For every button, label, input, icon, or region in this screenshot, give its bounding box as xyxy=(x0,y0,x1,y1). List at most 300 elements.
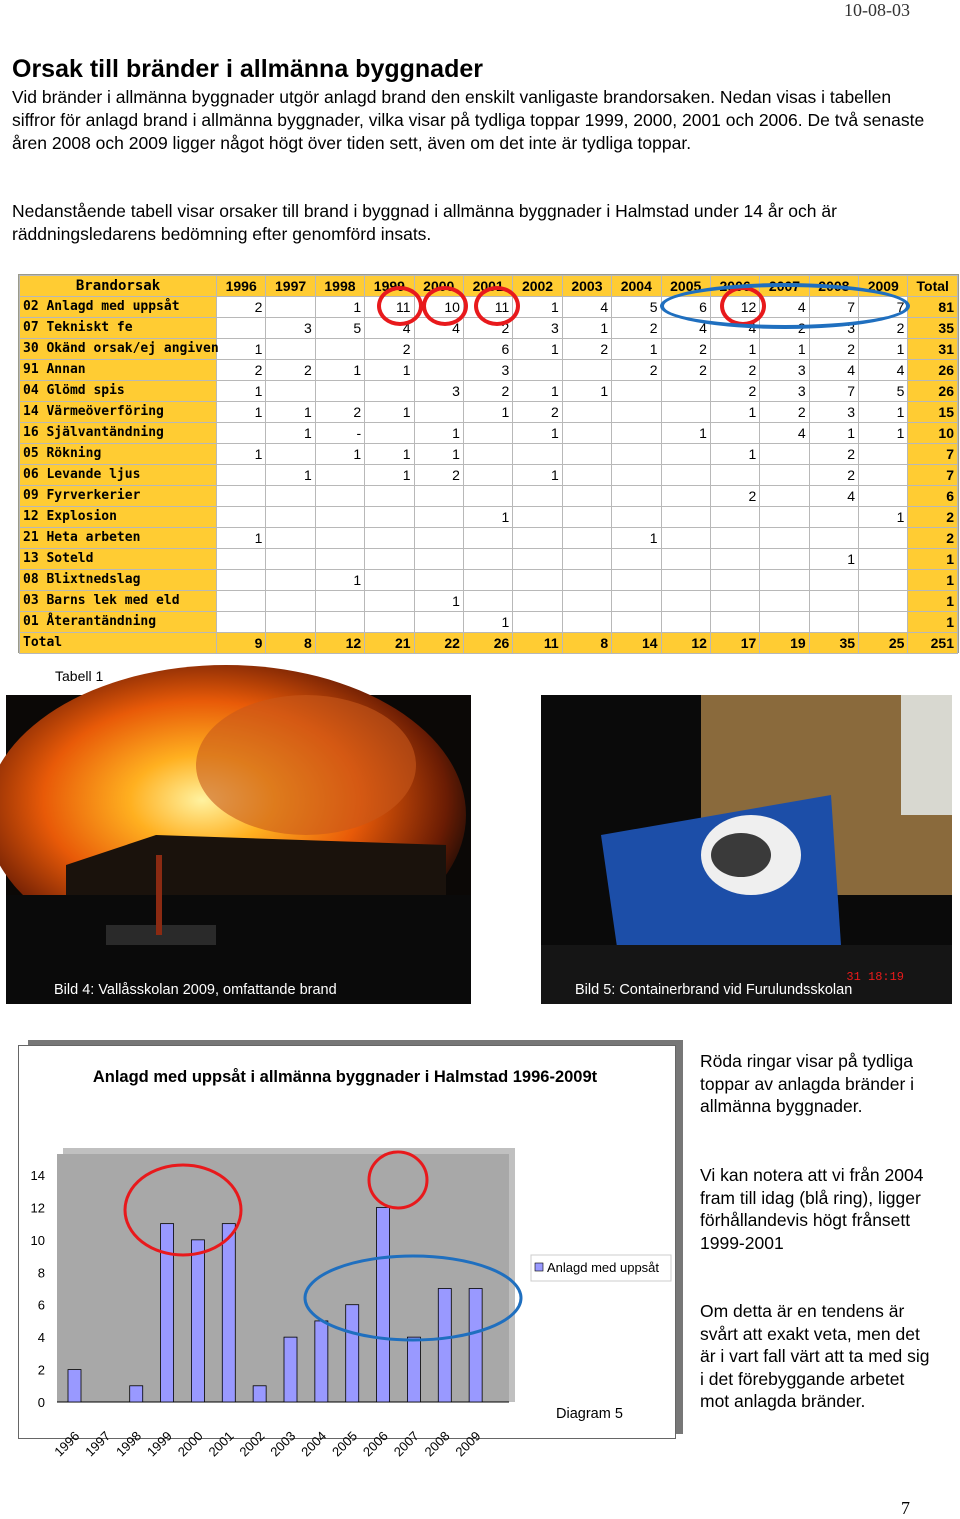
table-cell xyxy=(562,402,611,423)
table-cell xyxy=(513,549,562,570)
table-intro-paragraph: Nedanstående tabell visar orsaker till brand i byggnad i allmänna byggnader i Halmstad under 14 år och är räddningsledarens bedömning efter genomförd insats. xyxy=(12,201,837,244)
table-cell: 2 xyxy=(315,402,364,423)
table-cell xyxy=(266,381,315,402)
table-cell: 2 xyxy=(809,339,858,360)
table-cell: 1 xyxy=(315,297,364,318)
table-cell: 3 xyxy=(266,318,315,339)
table-cell xyxy=(365,381,414,402)
table-cell xyxy=(266,486,315,507)
table-cell: 1 xyxy=(513,297,562,318)
table-cell xyxy=(266,528,315,549)
table-cell: 1 xyxy=(414,444,463,465)
table-cell: 1 xyxy=(710,402,759,423)
table-cell xyxy=(463,549,512,570)
table-cell: 1 xyxy=(217,381,266,402)
table-cell: 4 xyxy=(809,360,858,381)
table-cell xyxy=(217,612,266,633)
table-cell xyxy=(859,612,908,633)
x-tick-label: 2007 xyxy=(390,1428,422,1460)
table-row xyxy=(20,402,958,423)
table-cell: 11 xyxy=(513,633,562,654)
table-row xyxy=(20,339,958,360)
table-cell xyxy=(562,423,611,444)
table-cell: 1 xyxy=(809,423,858,444)
row-label: 08 Blixtnedslag xyxy=(20,570,217,591)
table-cell xyxy=(661,570,710,591)
table-cell xyxy=(760,486,809,507)
row-label: Total xyxy=(20,633,217,654)
blue-ring-2004-2009 xyxy=(660,283,910,329)
table-cell: 1 xyxy=(414,591,463,612)
table-cell: - xyxy=(315,423,364,444)
table-cell: 1 xyxy=(315,360,364,381)
table-cell xyxy=(414,612,463,633)
table-cell: 2 xyxy=(612,360,661,381)
table-cell: 2 xyxy=(859,318,908,339)
table-cell: 1 xyxy=(908,549,958,570)
table-cell: 4 xyxy=(562,297,611,318)
table-cell: 25 xyxy=(859,633,908,654)
legend-label: Anlagd med uppsåt xyxy=(547,1260,660,1275)
table-cell xyxy=(513,612,562,633)
table-row xyxy=(20,360,958,381)
table-cell: 6 xyxy=(908,486,958,507)
cause-table xyxy=(18,274,959,653)
table-cell xyxy=(809,570,858,591)
table-header-cell: 1997 xyxy=(266,276,315,297)
table-cell xyxy=(217,423,266,444)
table-cell: 1 xyxy=(513,339,562,360)
table-cell: 2 xyxy=(908,528,958,549)
bar-2002 xyxy=(253,1386,266,1402)
table-cell: 4 xyxy=(859,360,908,381)
y-tick-label: 14 xyxy=(30,1168,45,1183)
table-cell: 1 xyxy=(513,423,562,444)
table-cell: 1 xyxy=(562,318,611,339)
table-cell xyxy=(414,486,463,507)
table-cell: 31 xyxy=(908,339,958,360)
bar-2006 xyxy=(377,1207,390,1402)
table-header-cell: Total xyxy=(908,276,958,297)
table-cell: 12 xyxy=(710,297,759,318)
table-cell xyxy=(266,339,315,360)
table-cell: 7 xyxy=(859,297,908,318)
table-cell: 2 xyxy=(760,402,809,423)
table-cell xyxy=(661,507,710,528)
table-cell: 2 xyxy=(217,360,266,381)
table-cell: 35 xyxy=(908,318,958,339)
table-row xyxy=(20,528,958,549)
x-tick-label: 1996 xyxy=(51,1428,83,1460)
table-row xyxy=(20,591,958,612)
table-cell: 1 xyxy=(809,549,858,570)
bar-2000 xyxy=(191,1240,204,1402)
red-ring-1999 xyxy=(377,286,423,326)
bar-1998 xyxy=(130,1386,143,1402)
x-tick-label: 1997 xyxy=(82,1428,114,1460)
table-cell xyxy=(217,570,266,591)
y-tick-label: 4 xyxy=(37,1330,45,1346)
bar-2009 xyxy=(469,1289,482,1403)
table-cell: 1 xyxy=(710,339,759,360)
table-cell xyxy=(661,612,710,633)
table-cell: 7 xyxy=(908,444,958,465)
table-cell: 251 xyxy=(908,633,958,654)
table-cell: 1 xyxy=(513,465,562,486)
table-cell: 3 xyxy=(513,318,562,339)
table-cell xyxy=(513,528,562,549)
table-cell xyxy=(365,612,414,633)
x-tick-label: 2004 xyxy=(298,1428,330,1460)
table-cell xyxy=(661,549,710,570)
table-cell: 1 xyxy=(463,612,512,633)
table-cell xyxy=(463,591,512,612)
table-cell xyxy=(760,444,809,465)
table-cell xyxy=(414,507,463,528)
table-cell xyxy=(562,465,611,486)
table-cell: 1 xyxy=(859,339,908,360)
table-cell: 21 xyxy=(365,633,414,654)
table-cell xyxy=(463,465,512,486)
table-cell xyxy=(315,507,364,528)
table-cell: 3 xyxy=(414,381,463,402)
table-cell: 1 xyxy=(463,507,512,528)
table-cell xyxy=(513,507,562,528)
table-cell: 6 xyxy=(661,297,710,318)
table-cell: 1 xyxy=(760,339,809,360)
row-label: 07 Tekniskt fe xyxy=(20,318,217,339)
table-cell: 4 xyxy=(760,423,809,444)
table-header-cell: Brandorsak xyxy=(20,276,217,297)
legend-swatch xyxy=(535,1263,543,1271)
table-cell xyxy=(612,402,661,423)
table-cell: 26 xyxy=(463,633,512,654)
row-label: 13 Soteld xyxy=(20,549,217,570)
table-cell xyxy=(612,465,661,486)
side-text-3: Om detta är en tendens är svårt att exakt veta, men det är i vart fall värt att ta med sig i det förebyggande arbetet mot anlagda bränder. xyxy=(700,1301,930,1411)
table-cell: 2 xyxy=(463,318,512,339)
photo-caption-1: Bild 4: Vallåsskolan 2009, omfattande brand xyxy=(54,982,337,998)
y-tick-label: 6 xyxy=(37,1297,45,1313)
table-cell xyxy=(463,423,512,444)
table-cell xyxy=(612,507,661,528)
table-cell xyxy=(760,465,809,486)
table-cell: 12 xyxy=(661,633,710,654)
table-cell xyxy=(562,549,611,570)
table-cell xyxy=(365,486,414,507)
y-tick-label: 8 xyxy=(37,1265,45,1281)
table-cell: 4 xyxy=(710,318,759,339)
table-cell xyxy=(612,591,661,612)
table-cell: 2 xyxy=(760,318,809,339)
table-cell xyxy=(809,591,858,612)
table-cell: 2 xyxy=(513,402,562,423)
table-cell xyxy=(760,528,809,549)
table-cell: 2 xyxy=(562,339,611,360)
table-cell: 3 xyxy=(809,402,858,423)
table-cell: 1 xyxy=(612,528,661,549)
row-label: 01 Återantändning xyxy=(20,612,217,633)
table-cell xyxy=(365,591,414,612)
school-fire-image xyxy=(6,695,471,1004)
table-cell: 2 xyxy=(661,339,710,360)
table-caption: Tabell 1 xyxy=(55,668,104,684)
table-cell xyxy=(315,486,364,507)
table-cell: 2 xyxy=(908,507,958,528)
table-cell: 2 xyxy=(463,381,512,402)
table-cell xyxy=(217,318,266,339)
table-cell xyxy=(661,528,710,549)
table-header-cell: 2000 xyxy=(414,276,463,297)
bar-2005 xyxy=(346,1305,359,1402)
table-cell xyxy=(414,339,463,360)
table-cell xyxy=(809,612,858,633)
x-tick-label: 2001 xyxy=(205,1428,237,1460)
table-cell: 35 xyxy=(809,633,858,654)
table-cell xyxy=(414,402,463,423)
table-cell: 4 xyxy=(365,318,414,339)
photo-caption-2: Bild 5: Containerbrand vid Furulundsskolan xyxy=(575,982,853,998)
table-row xyxy=(20,633,958,654)
table-cell xyxy=(809,507,858,528)
table-cell xyxy=(859,465,908,486)
table-cell xyxy=(414,360,463,381)
table-cell: 3 xyxy=(760,360,809,381)
table-row xyxy=(20,423,958,444)
table-cell xyxy=(859,591,908,612)
table-header-cell: 2001 xyxy=(463,276,512,297)
side-text-2: Vi kan notera att vi från 2004 fram till idag (blå ring), ligger förhållandevis högt frånsett 1999-2001 xyxy=(700,1165,924,1253)
table-cell: 6 xyxy=(463,339,512,360)
table-cell: 2 xyxy=(710,360,759,381)
row-label: 06 Levande ljus xyxy=(20,465,217,486)
x-tick-label: 1998 xyxy=(113,1428,145,1460)
table-cell xyxy=(760,507,809,528)
table-cell: 8 xyxy=(266,633,315,654)
row-label: 91 Annan xyxy=(20,360,217,381)
table-cell xyxy=(661,486,710,507)
table-cell: 4 xyxy=(760,297,809,318)
row-label: 14 Värmeöverföring xyxy=(20,402,217,423)
table-cell xyxy=(365,423,414,444)
table-cell: 1 xyxy=(513,381,562,402)
table-cell: 1 xyxy=(859,402,908,423)
table-cell: 1 xyxy=(365,360,414,381)
y-tick-label: 2 xyxy=(37,1362,45,1378)
table-cell: 1 xyxy=(908,591,958,612)
x-tick-label: 2002 xyxy=(236,1428,268,1460)
table-cell xyxy=(414,549,463,570)
table-cell xyxy=(809,528,858,549)
table-row xyxy=(20,381,958,402)
table-cell: 3 xyxy=(809,318,858,339)
table-cell xyxy=(463,528,512,549)
x-tick-label: 2008 xyxy=(421,1428,453,1460)
table-cell xyxy=(760,591,809,612)
row-label: 16 Självantändning xyxy=(20,423,217,444)
page-date: 10-08-03 xyxy=(844,0,910,20)
table-cell xyxy=(612,423,661,444)
table-cell xyxy=(266,444,315,465)
table-cell xyxy=(315,549,364,570)
table-cell xyxy=(612,612,661,633)
bar-2004 xyxy=(315,1321,328,1402)
table-cell: 15 xyxy=(908,402,958,423)
table-cell xyxy=(365,549,414,570)
table-cell xyxy=(266,612,315,633)
table-cell xyxy=(612,570,661,591)
table-cell xyxy=(463,486,512,507)
table-header-cell: 2006 xyxy=(710,276,759,297)
table-cell: 5 xyxy=(612,297,661,318)
x-tick-label: 1999 xyxy=(143,1428,175,1460)
table-cell: 2 xyxy=(612,318,661,339)
y-tick-label: 0 xyxy=(37,1395,45,1410)
y-tick-label: 10 xyxy=(30,1232,45,1248)
table-cell xyxy=(562,591,611,612)
table-cell xyxy=(266,507,315,528)
table-cell: 1 xyxy=(217,402,266,423)
x-tick-label: 2000 xyxy=(174,1428,206,1460)
table-cell: 26 xyxy=(908,360,958,381)
table-cell xyxy=(365,570,414,591)
table-row xyxy=(20,507,958,528)
table-cell: 1 xyxy=(315,444,364,465)
table-cell xyxy=(562,612,611,633)
table-cell: 1 xyxy=(661,423,710,444)
table-cell xyxy=(365,507,414,528)
table-cell: 17 xyxy=(710,633,759,654)
table-cell: 2 xyxy=(266,360,315,381)
table-cell xyxy=(266,570,315,591)
row-label: 21 Heta arbeten xyxy=(20,528,217,549)
red-ring-2001 xyxy=(474,286,520,326)
table-cell xyxy=(661,402,710,423)
table-cell xyxy=(315,612,364,633)
table-cell xyxy=(710,591,759,612)
table-cell xyxy=(710,612,759,633)
chart-caption: Diagram 5 xyxy=(556,1406,623,1422)
bar-1999 xyxy=(161,1224,174,1402)
chart-title: Anlagd med uppsåt i allmänna byggnader i Halmstad 1996-2009t xyxy=(92,1068,598,1086)
table-cell xyxy=(217,591,266,612)
table-cell: 1 xyxy=(365,402,414,423)
side-text-1: Röda ringar visar på tydliga toppar av anlagda bränder i allmänna byggnader. xyxy=(700,1051,915,1116)
table-cell xyxy=(710,423,759,444)
table-row xyxy=(20,486,958,507)
table-cell: 2 xyxy=(217,297,266,318)
container-fire-image xyxy=(541,695,952,1004)
table-cell xyxy=(513,360,562,381)
table-cell xyxy=(266,549,315,570)
table-cell xyxy=(315,339,364,360)
table-cell xyxy=(760,549,809,570)
table-cell xyxy=(859,528,908,549)
table-cell: 1 xyxy=(266,402,315,423)
table-cell xyxy=(562,444,611,465)
table-row xyxy=(20,444,958,465)
table-cell xyxy=(513,591,562,612)
table-cell: 7 xyxy=(809,381,858,402)
table-cell: 1 xyxy=(562,381,611,402)
bar-2007 xyxy=(407,1337,420,1402)
table-row xyxy=(20,570,958,591)
table-cell: 1 xyxy=(859,507,908,528)
table-cell: 2 xyxy=(710,486,759,507)
table-cell xyxy=(710,549,759,570)
table-cell xyxy=(612,381,661,402)
row-label: 02 Anlagd med uppsåt xyxy=(20,297,217,318)
table-cell xyxy=(266,591,315,612)
table-cell xyxy=(217,486,266,507)
table-cell xyxy=(612,486,661,507)
table-cell: 2 xyxy=(809,465,858,486)
table-cell: 10 xyxy=(908,423,958,444)
table-header-cell: 1996 xyxy=(217,276,266,297)
table-cell: 2 xyxy=(365,339,414,360)
table-cell: 8 xyxy=(562,633,611,654)
table-cell xyxy=(562,528,611,549)
table-cell: 22 xyxy=(414,633,463,654)
table-header-cell: 1998 xyxy=(315,276,364,297)
red-ring-2000 xyxy=(422,286,468,326)
table-cell xyxy=(661,381,710,402)
table-cell: 1 xyxy=(217,339,266,360)
table-header-cell: 2004 xyxy=(612,276,661,297)
table-cell xyxy=(217,465,266,486)
table-cell: 1 xyxy=(266,465,315,486)
table-header-cell: 2008 xyxy=(809,276,858,297)
table-cell: 14 xyxy=(612,633,661,654)
table-header-cell: 2007 xyxy=(760,276,809,297)
table-cell xyxy=(513,570,562,591)
table-cell xyxy=(315,591,364,612)
x-tick-label: 2005 xyxy=(329,1428,361,1460)
table-cell: 4 xyxy=(661,318,710,339)
y-tick-label: 12 xyxy=(30,1200,45,1216)
table-cell: 2 xyxy=(661,360,710,381)
table-cell: 1 xyxy=(612,339,661,360)
table-header-cell: 2009 xyxy=(859,276,908,297)
page-title: Orsak till bränder i allmänna byggnader xyxy=(12,55,483,83)
row-label: 04 Glömd spis xyxy=(20,381,217,402)
table-cell: 1 xyxy=(365,465,414,486)
table-header-cell: 1999 xyxy=(365,276,414,297)
row-label: 30 Okänd orsak/ej angiven xyxy=(20,339,217,360)
table-cell: 7 xyxy=(908,465,958,486)
table-cell xyxy=(760,612,809,633)
table-cell: 81 xyxy=(908,297,958,318)
table-cell: 5 xyxy=(315,318,364,339)
table-cell: 2 xyxy=(414,465,463,486)
table-header-cell: 2005 xyxy=(661,276,710,297)
table-cell xyxy=(217,507,266,528)
table-cell: 1 xyxy=(710,444,759,465)
page-number: 7 xyxy=(901,1498,910,1518)
table-cell xyxy=(710,528,759,549)
bar-2008 xyxy=(438,1289,451,1403)
bar-2003 xyxy=(284,1337,297,1402)
table-cell: 1 xyxy=(908,570,958,591)
table-cell xyxy=(612,549,661,570)
table-cell: 4 xyxy=(414,318,463,339)
table-cell: 2 xyxy=(809,444,858,465)
table-cell xyxy=(414,528,463,549)
table-cell: 7 xyxy=(809,297,858,318)
table-cell: 1 xyxy=(365,444,414,465)
table-cell: 2 xyxy=(710,381,759,402)
table-cell: 1 xyxy=(266,423,315,444)
